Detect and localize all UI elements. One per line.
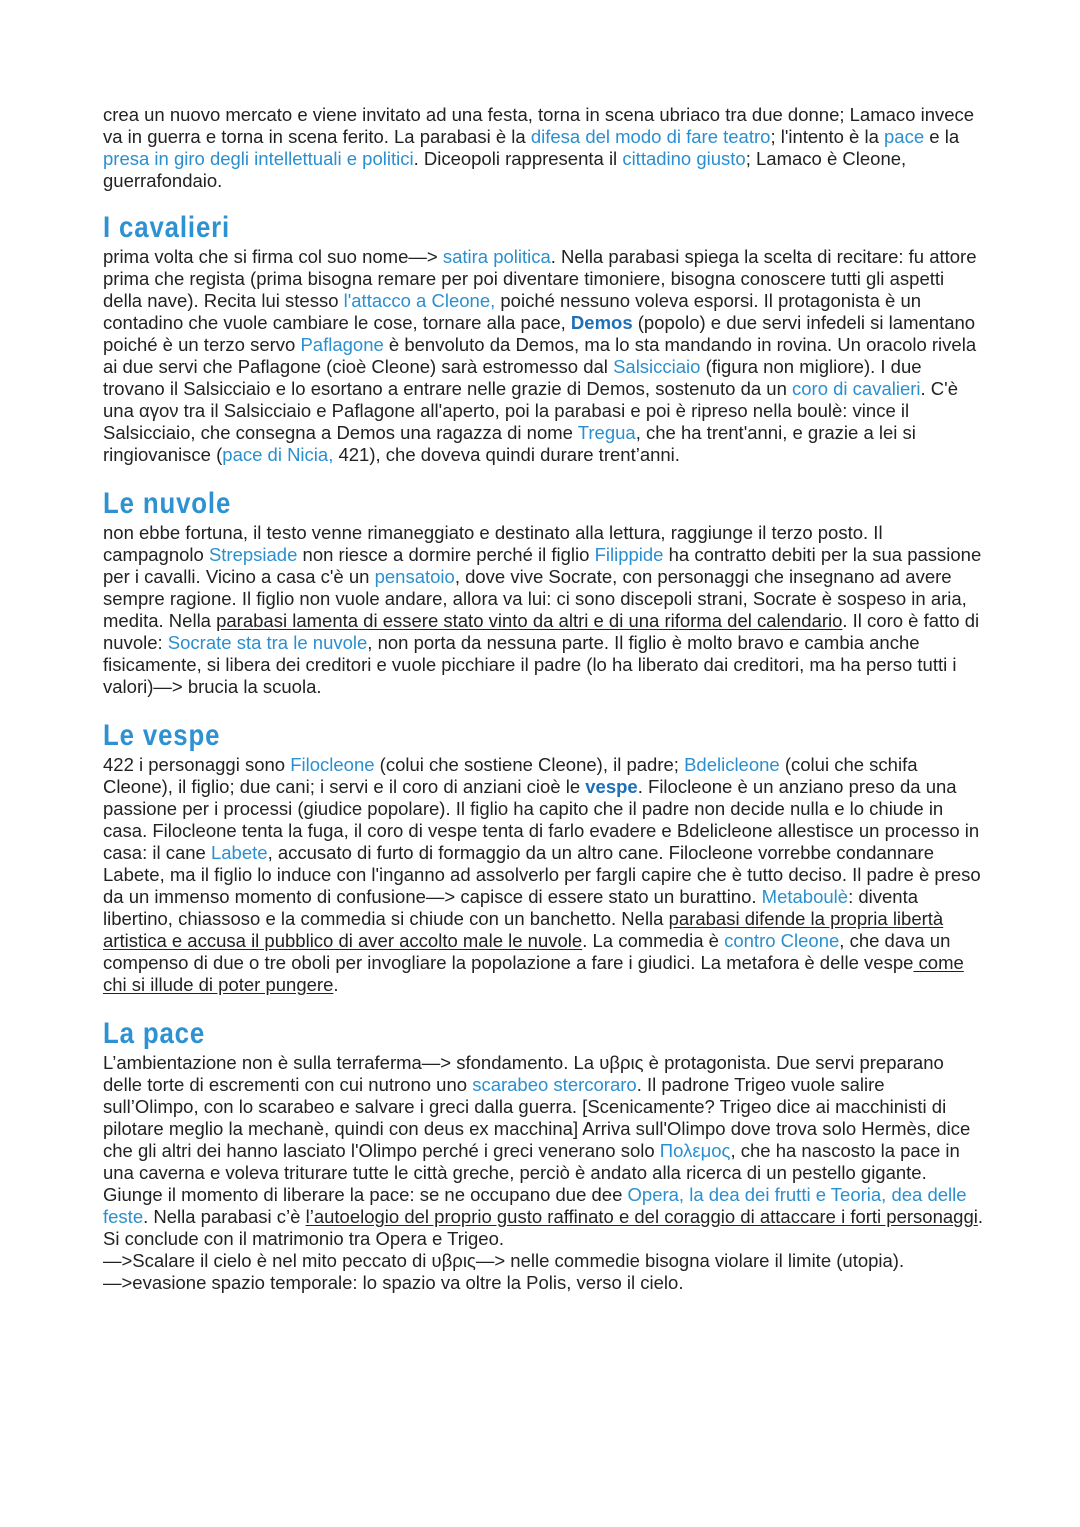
highlight-text: difesa del modo di fare teatro — [530, 126, 771, 147]
highlight-text: presa in giro degli intellettuali e politici — [103, 148, 414, 169]
underlined-text: l’autoelogio del proprio gusto raffinato e del coraggio di attaccare i forti personaggi — [305, 1206, 978, 1227]
highlight-text: satira politica — [442, 246, 551, 267]
pace-note-1: —>Scalare il cielo è nel mito peccato di υβρις—> nelle commedie bisogna violare il limite (utopia). — [103, 1250, 905, 1271]
section-heading-pace: La pace — [103, 1017, 206, 1050]
highlight-text: cittadino giusto — [622, 148, 746, 169]
highlight-text: Filippide — [594, 544, 664, 565]
section-heading-cavalieri: I cavalieri — [103, 211, 231, 244]
underlined-text: come chi si illude di poter pungere — [103, 952, 964, 995]
highlight-text: Labete — [210, 842, 268, 863]
bold-term: Demos — [570, 312, 633, 333]
highlight-text: Filocleone — [290, 754, 375, 775]
highlight-text: pace — [884, 126, 925, 147]
highlight-text: Socrate sta tra le nuvole — [167, 632, 368, 653]
vespe-paragraph: 422 i personaggi sono Filocleone (colui che sostiene Cleone), il padre; Bdelicleone (colui che schifa Cleone), il figlio; due cani; i servi e il coro di anziani cioè le vespe. Filocleone è un anziano preso da una passione per i processi (giudice popolare). Il figlio ha capito che il padre non decide nulla e lo chiude in casa. Filocleone tenta la fuga, il coro di vespe tenta di farlo evadere e Bdelicleone allestisce un processo in casa: il cane Labete, accusato di furto di formaggio da un altro cane. Filocleone vorrebbe condannare Labete, ma il figlio lo induce con l'inganno ad assolverlo per fargli capire che è tutto deciso. Il padre è preso da un immenso momento di confusione—> capisce di essere stato un burattino. Metaboulè: diventa libertino, chiassoso e la commedia si chiude con un banchetto. Nella parabasi difende la propria libertà artistica e accusa il pubblico di aver accolto male le nuvole. La commedia è contro Cleone, che dava un compenso di due o tre oboli per invogliare la popolazione a fare i giudici. La metafora è delle vespe come chi si illude di poter pungere. — [103, 754, 981, 995]
highlight-text: Tregua — [577, 422, 636, 443]
document-page — [103, 104, 983, 1294]
highlight-text: Strepsiade — [208, 544, 298, 565]
pace-note-2: —>evasione spazio temporale: lo spazio va oltre la Polis, verso il cielo. — [103, 1272, 684, 1293]
highlight-text: Metaboulè — [761, 886, 849, 907]
cavalieri-paragraph: prima volta che si firma col suo nome—> satira politica. Nella parabasi spiega la scelta di recitare: fu attore prima che regista (prima bisogna remare per poi diventare timoniere, bisogna conoscere tutti gli aspetti della nave). Recita lui stesso l'attacco a Cleone, poiché nessuno voleva esporsi. Il protagonista è un contadino che vuole cambiare le cose, tornare alla pace, Demos (popolo) e due servi infedeli si lamentano poiché è un terzo servo Paflagone è benvoluto da Demos, ma lo sta mandando in rovina. Un oracolo rivela ai due servi che Paflagone (cioè Cleone) sarà estromesso dal Salsicciaio (figura non migliore). I due trovano il Salsicciaio e lo esortano a entrare nelle grazie di Demos, sostenuto da un coro di cavalieri. C'è una αγον tra il Salsicciaio e Paflagone all'aperto, poi la parabasi e poi è ripreso nella boulè: vince il Salsicciaio, che consegna a Demos una ragazza di nome Tregua, che ha trent'anni, e grazie a lei si ringiovanisce (pace di Nicia, 421), che doveva quindi durare trent’anni. — [103, 246, 977, 465]
highlight-text: Paflagone — [300, 334, 384, 355]
intro-paragraph: crea un nuovo mercato e viene invitato ad una festa, torna in scena ubriaco tra due donne; Lamaco invece va in guerra e torna in scena ferito. La parabasi è la difesa del modo di fare teatro; l'intento è la pace e la presa in giro degli intellettuali e politici. Diceopoli rappresenta il cittadino giusto; Lamaco è Cleone, guerrafondaio. — [103, 104, 975, 191]
highlight-text: Salsicciaio — [613, 356, 701, 377]
nuvole-paragraph: non ebbe fortuna, il testo venne rimaneggiato e destinato alla lettura, raggiunge il terzo posto. Il campagnolo Strepsiade non riesce a dormire perché il figlio Filippide ha contratto debiti per la sua passione per i cavalli. Vicino a casa c'è un pensatoio, dove vive Socrate, con personaggi che insegnano ad avere sempre ragione. Il figlio non vuole andare, allora va lui: ci sono discepoli strani, Socrate è sospeso in aria, medita. Nella parabasi lamenta di essere stato vinto da altri e di una riforma del calendario. Il coro è fatto di nuvole: Socrate sta tra le nuvole, non porta da nessuna parte. Il figlio è molto bravo e cambia anche fisicamente, si libera dei creditori e vuole picchiare il padre (lo ha liberato dai creditori, ma ha perso tutti i valori)—> brucia la scuola. — [103, 522, 982, 697]
underlined-text: parabasi difende la propria libertà artistica e accusa il pubblico di aver accolto male le nuvole — [103, 908, 944, 951]
highlight-text: coro di cavalieri — [792, 378, 921, 399]
highlight-text: pensatoio — [374, 566, 455, 587]
highlight-text: contro Cleone — [724, 930, 840, 951]
pace-paragraph: L’ambientazione non è sulla terraferma—> sfondamento. La υβρις è protagonista. Due servi preparano delle torte di escrementi con cui nutrono uno scarabeo stercoraro. Il padrone Trigeo vuole salire sull’Olimpo, con lo scarabeo e salvare i greci dalla guerra. [Scenicamente? Trigeo dice ai macchinisti di pilotare meglio la mechanè, quindi con deus ex macchina] Arriva sull'Olimpo dove trova solo Hermès, dice che gli altri dei hanno lasciato l'Olimpo perché i greci venerano solo Πολεμος, che ha nascosto la pace in una caverna e voleva triturare tutte le città greche, perciò è andato alla ricerca di un pestello gigante. Giunge il momento di liberare la pace: se ne occupano due dee Opera, la dea dei frutti e Teoria, dea delle feste. Nella parabasi c’è l’autoelogio del proprio gusto raffinato e del coraggio di attaccare i forti personaggi. Si conclude con il matrimonio tra Opera e Trigeo. — [103, 1052, 983, 1249]
highlight-text: Opera, la dea dei frutti e Teoria, dea delle feste — [103, 1184, 967, 1227]
underlined-text: parabasi lamenta di essere stato vinto da altri e di una riforma del calendario — [216, 610, 843, 631]
highlight-text: l'attacco a Cleone, — [343, 290, 496, 311]
highlight-text: pace di Nicia, — [222, 444, 334, 465]
section-heading-nuvole: Le nuvole — [103, 487, 232, 520]
highlight-text: Bdelicleone — [684, 754, 780, 775]
highlight-text: Πολεμος — [659, 1140, 731, 1161]
section-heading-vespe: Le vespe — [103, 719, 221, 752]
bold-term: vespe — [585, 776, 638, 797]
highlight-text: scarabeo stercoraro — [472, 1074, 637, 1095]
